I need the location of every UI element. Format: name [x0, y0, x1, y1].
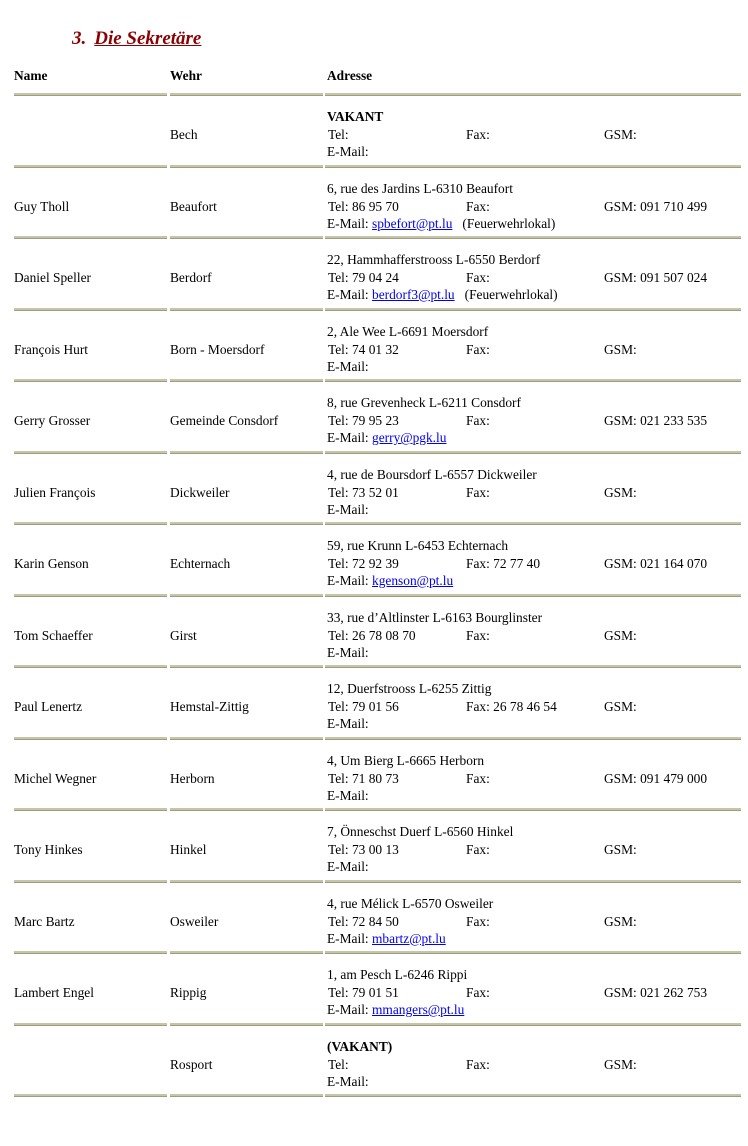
- tel-value: Tel: 71 80 73: [328, 770, 399, 786]
- gsm-value: GSM:: [604, 127, 637, 142]
- section-title: Die Sekretäre: [94, 28, 202, 49]
- fax-value: Fax: 72 77 40: [466, 556, 541, 571]
- gsm-value: GSM:: [604, 341, 637, 357]
- email-line: [327, 430, 446, 446]
- tel-value: Tel: 72 84 50: [328, 913, 399, 929]
- address-line: 7, Önneschst Duerf L-6560 Hinkel: [327, 824, 514, 839]
- section-number: 3.: [72, 28, 87, 49]
- email-link[interactable]: berdorf3@pt.lu: [372, 287, 455, 302]
- tel-value: Tel: 79 01 51: [328, 985, 399, 1000]
- tel-value: Tel: 86 95 70: [328, 198, 399, 214]
- fax-value: Fax:: [466, 198, 490, 214]
- wehr-name: Berdorf: [170, 270, 212, 285]
- wehr-name: Dickweiler: [170, 484, 230, 500]
- fax-value: Fax:: [466, 270, 490, 285]
- secretary-name: Paul Lenertz: [14, 699, 83, 714]
- email-line: [327, 216, 555, 232]
- email-line: [327, 645, 369, 661]
- gsm-value: GSM: 091 507 024: [604, 270, 708, 285]
- address-line: 6, rue des Jardins L-6310 Beaufort: [327, 180, 513, 196]
- email-line: [327, 359, 369, 375]
- fax-value: Fax:: [466, 770, 490, 786]
- email-label: E-Mail:: [327, 644, 369, 660]
- email-line: [327, 573, 453, 589]
- email-label: E-Mail:: [327, 358, 369, 374]
- address-line: 59, rue Krunn L-6453 Echternach: [327, 538, 509, 553]
- email-line: [327, 1074, 369, 1090]
- address-line: 4, Um Bierg L-6665 Herborn: [327, 752, 485, 768]
- email-line: [327, 788, 369, 804]
- email-label: E-Mail:: [327, 501, 369, 517]
- wehr-name: Girst: [170, 627, 197, 643]
- secretary-name: Tom Schaeffer: [14, 627, 93, 643]
- email-label: E-Mail:: [327, 215, 369, 231]
- tel-value: Tel: 72 92 39: [328, 556, 399, 571]
- secretary-name: Lambert Engel: [14, 985, 94, 1000]
- fax-value: Fax:: [466, 842, 490, 857]
- phone-line: [327, 342, 747, 358]
- phone-line: [327, 485, 747, 501]
- table-row: [0, 808, 748, 880]
- email-label: E-Mail:: [327, 859, 369, 874]
- table-row: [0, 737, 748, 809]
- phone-line: [327, 842, 747, 858]
- address-line: VAKANT: [327, 109, 384, 124]
- tel-value: Tel: 74 01 32: [328, 341, 399, 357]
- table-row: [0, 880, 748, 952]
- wehr-name: Rosport: [170, 1056, 213, 1072]
- email-line: [327, 502, 369, 518]
- phone-line: [327, 127, 747, 143]
- secretary-name: Michel Wegner: [14, 770, 97, 786]
- fax-value: Fax:: [466, 341, 490, 357]
- table-row: [0, 165, 748, 237]
- address-line: (VAKANT): [327, 1038, 393, 1054]
- table-row: [0, 379, 748, 451]
- table-row: [0, 236, 748, 308]
- email-label: E-Mail:: [327, 716, 369, 731]
- email-label: E-Mail:: [327, 573, 369, 588]
- wehr-name: Hemstal-Zittig: [170, 699, 249, 714]
- email-note: (Feuerwehrlokal): [462, 215, 556, 231]
- address-line: 1, am Pesch L-6246 Rippi: [327, 967, 468, 982]
- tel-value: Tel: 79 95 23: [328, 413, 399, 428]
- email-label: E-Mail:: [327, 287, 369, 302]
- email-label: E-Mail:: [327, 1002, 369, 1017]
- phone-line: [327, 199, 747, 215]
- fax-value: Fax:: [466, 484, 490, 500]
- gsm-value: GSM:: [604, 842, 637, 857]
- gsm-value: GSM: 091 710 499: [604, 198, 708, 214]
- table-row: [0, 594, 748, 666]
- gsm-value: GSM: 021 164 070: [604, 556, 708, 571]
- phone-line: [327, 413, 747, 429]
- secretary-name: Gerry Grosser: [14, 413, 91, 428]
- gsm-value: GSM:: [604, 1056, 637, 1072]
- phone-line: [327, 556, 747, 572]
- email-label: E-Mail:: [327, 430, 369, 445]
- table-row: [0, 951, 748, 1023]
- wehr-name: Beaufort: [170, 198, 217, 214]
- address-line: 4, rue de Boursdorf L-6557 Dickweiler: [327, 466, 537, 482]
- secretary-name: Daniel Speller: [14, 270, 91, 285]
- secretary-name: François Hurt: [14, 341, 89, 357]
- email-label: E-Mail:: [327, 787, 369, 803]
- phone-line: [327, 1057, 747, 1073]
- fax-value: Fax:: [466, 985, 490, 1000]
- email-link[interactable]: mbartz@pt.lu: [372, 930, 446, 946]
- email-label: E-Mail:: [327, 930, 369, 946]
- email-line: [327, 1002, 464, 1018]
- email-line: [327, 287, 558, 303]
- address-line: 22, Hammhafferstrooss L-6550 Berdorf: [327, 252, 541, 267]
- phone-line: [327, 771, 747, 787]
- wehr-name: Rippig: [170, 985, 207, 1000]
- wehr-name: Herborn: [170, 770, 215, 786]
- secretary-name: Julien François: [14, 484, 96, 500]
- fax-value: Fax:: [466, 413, 490, 428]
- table-row: [0, 93, 748, 165]
- gsm-value: GSM: 021 262 753: [604, 985, 708, 1000]
- fax-value: Fax:: [466, 127, 490, 142]
- email-link[interactable]: kgenson@pt.lu: [372, 573, 454, 588]
- email-link[interactable]: mmangers@pt.lu: [372, 1002, 465, 1017]
- wehr-name: Gemeinde Consdorf: [170, 413, 279, 428]
- gsm-value: GSM:: [604, 627, 637, 643]
- table-row: [0, 1023, 748, 1095]
- address-line: 12, Duerfstrooss L-6255 Zittig: [327, 681, 492, 696]
- secretary-name: Tony Hinkes: [14, 842, 83, 857]
- phone-line: [327, 985, 747, 1001]
- address-line: 2, Ale Wee L-6691 Moersdorf: [327, 323, 489, 339]
- fax-value: Fax:: [466, 627, 490, 643]
- email-line: [327, 144, 369, 160]
- wehr-name: Born - Moersdorf: [170, 341, 265, 357]
- wehr-name: Osweiler: [170, 913, 219, 929]
- row-divider: [170, 1094, 323, 1097]
- tel-value: Tel: 79 04 24: [328, 270, 399, 285]
- email-line: [327, 859, 369, 875]
- table-row: [0, 451, 748, 523]
- tel-value: Tel:: [328, 1056, 349, 1072]
- phone-line: [327, 699, 747, 715]
- column-header-adresse: Adresse: [327, 68, 373, 83]
- phone-line: [327, 914, 747, 930]
- email-label: E-Mail:: [327, 1073, 369, 1089]
- row-divider: [14, 1094, 167, 1097]
- section-heading: [72, 28, 201, 50]
- tel-value: Tel: 79 01 56: [328, 699, 399, 714]
- email-note: (Feuerwehrlokal): [464, 287, 558, 302]
- wehr-name: Hinkel: [170, 842, 207, 857]
- secretary-name: Marc Bartz: [14, 913, 75, 929]
- secretary-name: Guy Tholl: [14, 198, 70, 214]
- tel-value: Tel: 73 52 01: [328, 484, 399, 500]
- table-row: [0, 308, 748, 380]
- table-row: [0, 665, 748, 737]
- row-divider: [325, 1094, 741, 1097]
- tel-value: Tel:: [328, 127, 349, 142]
- email-link[interactable]: gerry@pgk.lu: [372, 430, 447, 445]
- phone-line: [327, 628, 747, 644]
- fax-value: Fax: 26 78 46 54: [466, 699, 557, 714]
- gsm-value: GSM:: [604, 484, 637, 500]
- gsm-value: GSM:: [604, 699, 637, 714]
- email-line: [327, 931, 446, 947]
- email-line: [327, 716, 369, 732]
- gsm-value: GSM:: [604, 913, 637, 929]
- column-header-name: Name: [14, 68, 48, 83]
- wehr-name: Bech: [170, 127, 198, 142]
- address-line: 4, rue Mélick L-6570 Osweiler: [327, 895, 494, 911]
- fax-value: Fax:: [466, 913, 490, 929]
- email-label: E-Mail:: [327, 144, 369, 159]
- tel-value: Tel: 73 00 13: [328, 842, 399, 857]
- address-line: 33, rue d’Altlinster L-6163 Bourglinster: [327, 609, 543, 625]
- gsm-value: GSM: 021 233 535: [604, 413, 708, 428]
- fax-value: Fax:: [466, 1056, 490, 1072]
- email-link[interactable]: spbefort@pt.lu: [372, 215, 453, 231]
- secretary-name: Karin Genson: [14, 556, 89, 571]
- tel-value: Tel: 26 78 08 70: [328, 627, 416, 643]
- gsm-value: GSM: 091 479 000: [604, 770, 708, 786]
- wehr-name: Echternach: [170, 556, 231, 571]
- column-header-wehr: Wehr: [170, 68, 202, 83]
- table-row: [0, 522, 748, 594]
- address-line: 8, rue Grevenheck L-6211 Consdorf: [327, 395, 521, 410]
- phone-line: [327, 270, 747, 286]
